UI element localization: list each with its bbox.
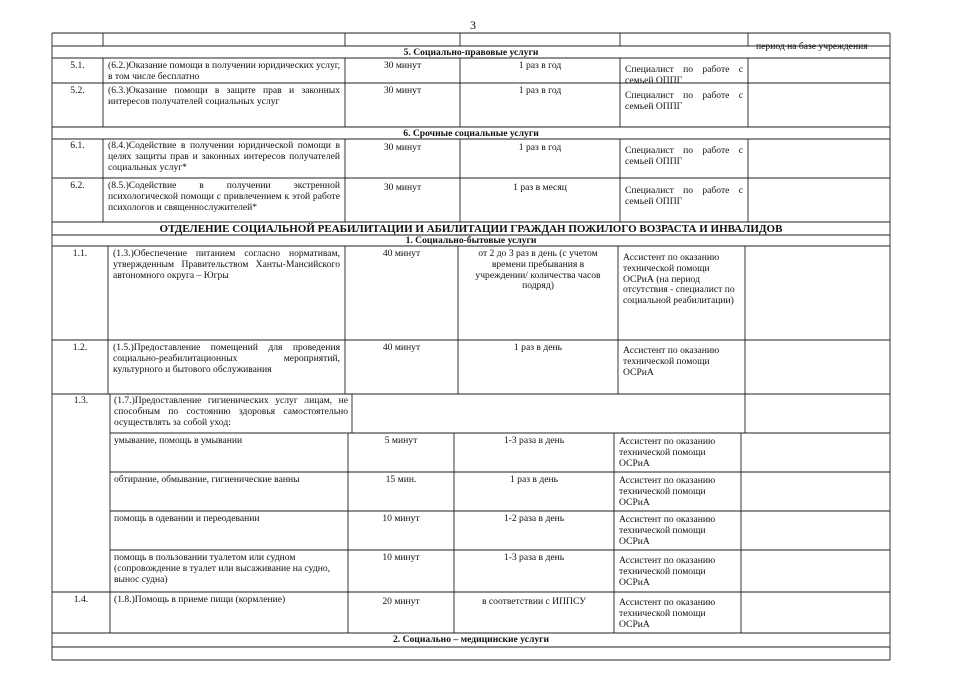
- service-time: 10 минут: [382, 552, 420, 563]
- service-time: 15 мин.: [385, 474, 417, 485]
- service-frequency: 1-3 раза в день: [503, 435, 565, 446]
- department-title: ОТДЕЛЕНИЕ СОЦИАЛЬНОЙ РЕАБИЛИТАЦИИ И АБИЛИТАЦИИ ГРАЖДАН ПОЖИЛОГО ВОЗРАСТА И ИНВАЛИДОВ: [159, 223, 783, 235]
- section-title-5: 5. Социально-правовые услуги: [403, 47, 539, 58]
- row-number: 5.1.: [70, 60, 85, 71]
- service-executor: Ассистент по оказанию технической помощи ОСРиА (на период отсутствия - специалист по социальной реабилитации): [623, 252, 735, 307]
- service-time: 30 минут: [383, 60, 422, 71]
- service-executor: Ассистент по оказанию технической помощи ОСРиА: [619, 555, 716, 588]
- service-executor: Специалист по работе с семьей ОППГ: [625, 185, 743, 207]
- service-time: 20 минут: [382, 596, 420, 607]
- service-time: 40 минут: [382, 248, 421, 259]
- sub-service-name: помощь в пользовании туалетом или судном (сопровождение в туалет или высаживание на судно, вынос судна): [114, 552, 331, 585]
- service-frequency: 1 раз в день: [509, 474, 558, 485]
- service-executor: Специалист по работе с семьей ОППГ: [625, 64, 743, 86]
- sub-service-name: обтирание, обмывание, гигиенические ванны: [114, 474, 300, 485]
- row-number: 1.2.: [72, 342, 88, 353]
- section-title-6: 6. Срочные социальные услуги: [403, 128, 539, 139]
- service-frequency: 1-3 раза в день: [503, 552, 565, 563]
- header-note: период на базе учреждения: [756, 41, 868, 52]
- service-time: 10 минут: [382, 513, 420, 524]
- sub-service-name: умывание, помощь в умывании: [114, 435, 243, 446]
- service-executor: Ассистент по оказанию технической помощи ОСРиА: [619, 436, 716, 469]
- service-frequency: 1 раз в год: [518, 60, 562, 71]
- section-title-social-household: 1. Социально-бытовые услуги: [405, 235, 537, 246]
- service-frequency: 1 раз в месяц: [513, 182, 567, 193]
- service-executor: Ассистент по оказанию технической помощи ОСРиА: [619, 514, 716, 547]
- service-frequency: от 2 до 3 раз в день (с учетом времени пребывания в учреждении/ количества часов подряд): [475, 248, 601, 292]
- service-executor: Специалист по работе с семьей ОППГ: [625, 145, 743, 167]
- service-frequency: 1-2 раза в день: [503, 513, 565, 524]
- row-number: 5.2.: [70, 85, 85, 96]
- sub-service-name: помощь в одевании и переодевании: [114, 513, 260, 524]
- service-frequency: 1 раз в год: [518, 142, 562, 153]
- service-frequency: 1 раз в год: [518, 85, 562, 96]
- service-name: (8.4.)Содействие в получении юридической помощи в целях защиты прав и законных интересов получателей социальных услуг*: [108, 140, 340, 173]
- service-time: 40 минут: [382, 342, 421, 353]
- service-frequency: 1 раз в день: [513, 342, 562, 353]
- section-title-social-medical: 2. Социально – медицинские услуги: [392, 634, 550, 645]
- service-name: (1.5.)Предоставление помещений для проведения социально-реабилитационных мероприятий, культурного и бытового обслуживания: [113, 342, 340, 375]
- service-time: 30 минут: [383, 142, 422, 153]
- service-executor: Ассистент по оказанию технической помощи ОСРиА: [619, 475, 716, 508]
- row-number: 6.1.: [70, 140, 85, 151]
- row-number: 1.3.: [73, 395, 89, 406]
- service-name: (8.5.)Содействие в получении экстренной психологической помощи с привлечением к этой работе психологов и священнослужителей*: [108, 180, 340, 213]
- row-number: 1.1.: [72, 248, 88, 259]
- row-number: 6.2.: [70, 180, 85, 191]
- service-name: (6.2.)Оказание помощи в получении юридических услуг, в том числе бесплатно: [108, 60, 340, 82]
- service-executor: Специалист по работе с семьей ОППГ: [625, 90, 743, 112]
- service-name: (1.7.)Предоставление гигиенических услуг лицам, не способным по состоянию здоровья самостоятельно осуществлять за собой уход:: [114, 395, 348, 428]
- row-number: 1.4.: [73, 594, 89, 605]
- service-name: (6.3.)Оказание помощи в защите прав и законных интересов получателей социальных услуг: [108, 85, 340, 107]
- service-time: 5 минут: [384, 435, 418, 446]
- page-number: 3: [470, 18, 476, 32]
- service-name: (1.8.)Помощь в приеме пищи (кормление): [114, 594, 286, 605]
- service-executor: Ассистент по оказанию технической помощи ОСРиА: [619, 597, 716, 630]
- service-frequency: в соответствии с ИППСУ: [481, 596, 587, 607]
- service-time: 30 минут: [383, 85, 422, 96]
- service-time: 30 минут: [383, 182, 422, 193]
- service-executor: Ассистент по оказанию технической помощи ОСРиА: [623, 345, 720, 378]
- service-name: (1.3.)Обеспечение питанием согласно нормативам, утвержденным Правительством Ханты-Мансийского автономного округа – Югры: [113, 248, 340, 281]
